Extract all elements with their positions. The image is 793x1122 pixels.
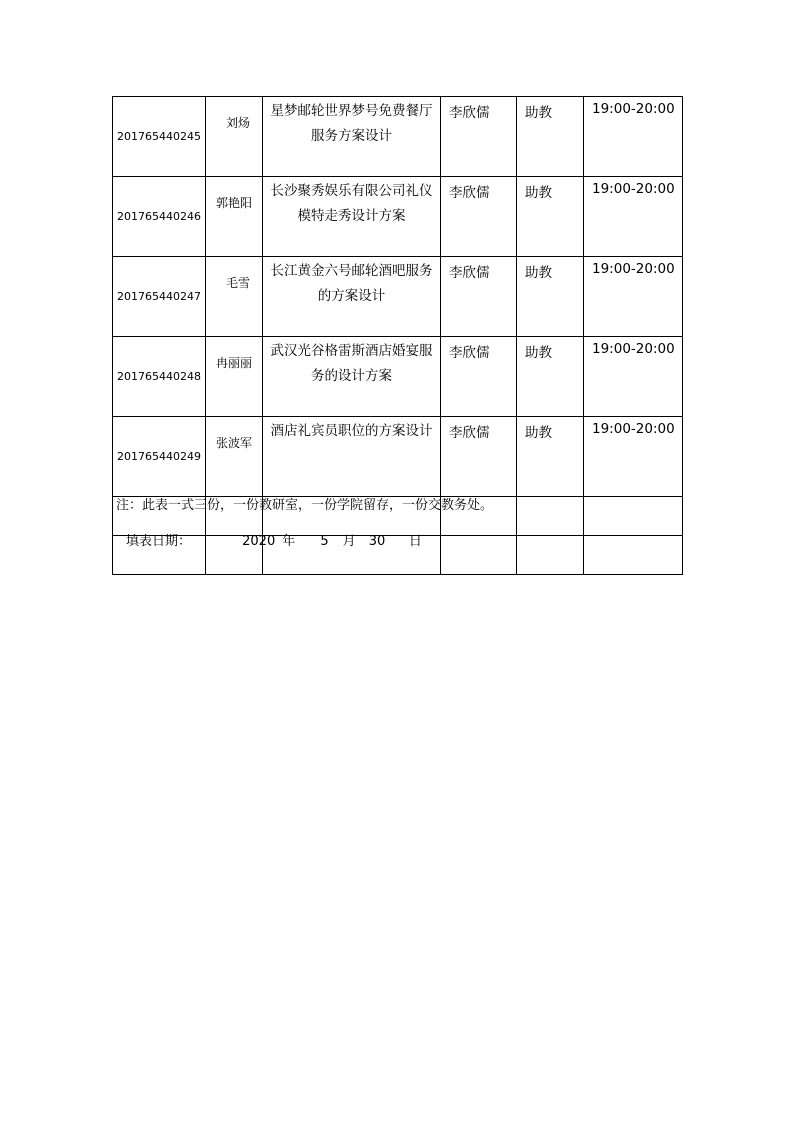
time-cell: 19:00-20:00 [584, 417, 683, 497]
empty-cell [517, 497, 584, 536]
student-id-cell: 201765440248 [113, 337, 206, 417]
student-name-cell: 张波军 [206, 417, 263, 497]
advisor-title-cell: 助教 [517, 97, 584, 177]
time-cell: 19:00-20:00 [584, 257, 683, 337]
student-name-cell: 郭艳阳 [206, 177, 263, 257]
fill-date-month: 5 [320, 534, 329, 549]
advisor-cell: 李欣儒 [441, 337, 517, 417]
student-id-cell: 201765440245 [113, 97, 206, 177]
advisor-title-cell: 助教 [517, 257, 584, 337]
advisor-cell: 李欣儒 [441, 97, 517, 177]
fill-date-month-unit: 月 [342, 534, 356, 549]
time-cell: 19:00-20:00 [584, 97, 683, 177]
fill-date-label: 填表日期： [126, 534, 192, 549]
empty-cell [584, 497, 683, 536]
table-row [113, 257, 683, 337]
advisor-cell: 李欣儒 [441, 177, 517, 257]
thesis-topic-cell: 长江黄金六号邮轮酒吧服务的方案设计 [263, 257, 441, 337]
fill-date-year-unit: 年 [282, 534, 296, 549]
time-cell: 19:00-20:00 [584, 337, 683, 417]
advisor-title-cell: 助教 [517, 177, 584, 257]
student-name-cell: 刘炀 [206, 97, 263, 177]
empty-cell [584, 536, 683, 575]
empty-cell [441, 536, 517, 575]
table-row [113, 417, 683, 497]
fill-date [126, 530, 422, 549]
advisor-cell: 李欣儒 [441, 257, 517, 337]
thesis-topic-cell: 长沙聚秀娱乐有限公司礼仪模特走秀设计方案 [263, 177, 441, 257]
advisor-title-cell: 助教 [517, 337, 584, 417]
table-row [113, 177, 683, 257]
fill-date-day: 30 [368, 534, 386, 549]
student-id-cell: 201765440247 [113, 257, 206, 337]
student-name-cell: 毛雪 [206, 257, 263, 337]
time-cell: 19:00-20:00 [584, 177, 683, 257]
student-id-cell: 201765440246 [113, 177, 206, 257]
fill-date-day-unit: 日 [408, 534, 422, 549]
table-row [113, 337, 683, 417]
advisor-title-cell: 助教 [517, 417, 584, 497]
advisor-cell: 李欣儒 [441, 417, 517, 497]
fill-date-year: 2020 [242, 534, 276, 549]
student-id-cell: 201765440249 [113, 417, 206, 497]
thesis-topic-cell: 星梦邮轮世界梦号免费餐厅服务方案设计 [263, 97, 441, 177]
table-row [113, 97, 683, 177]
thesis-topic-cell: 酒店礼宾员职位的方案设计 [263, 417, 441, 497]
table-note: 注：此表一式三份，一份教研室，一份学院留存，一份交教务处。 [116, 498, 494, 513]
student-name-cell: 冉丽丽 [206, 337, 263, 417]
empty-cell [517, 536, 584, 575]
thesis-topic-cell: 武汉光谷格雷斯酒店婚宴服务的设计方案 [263, 337, 441, 417]
